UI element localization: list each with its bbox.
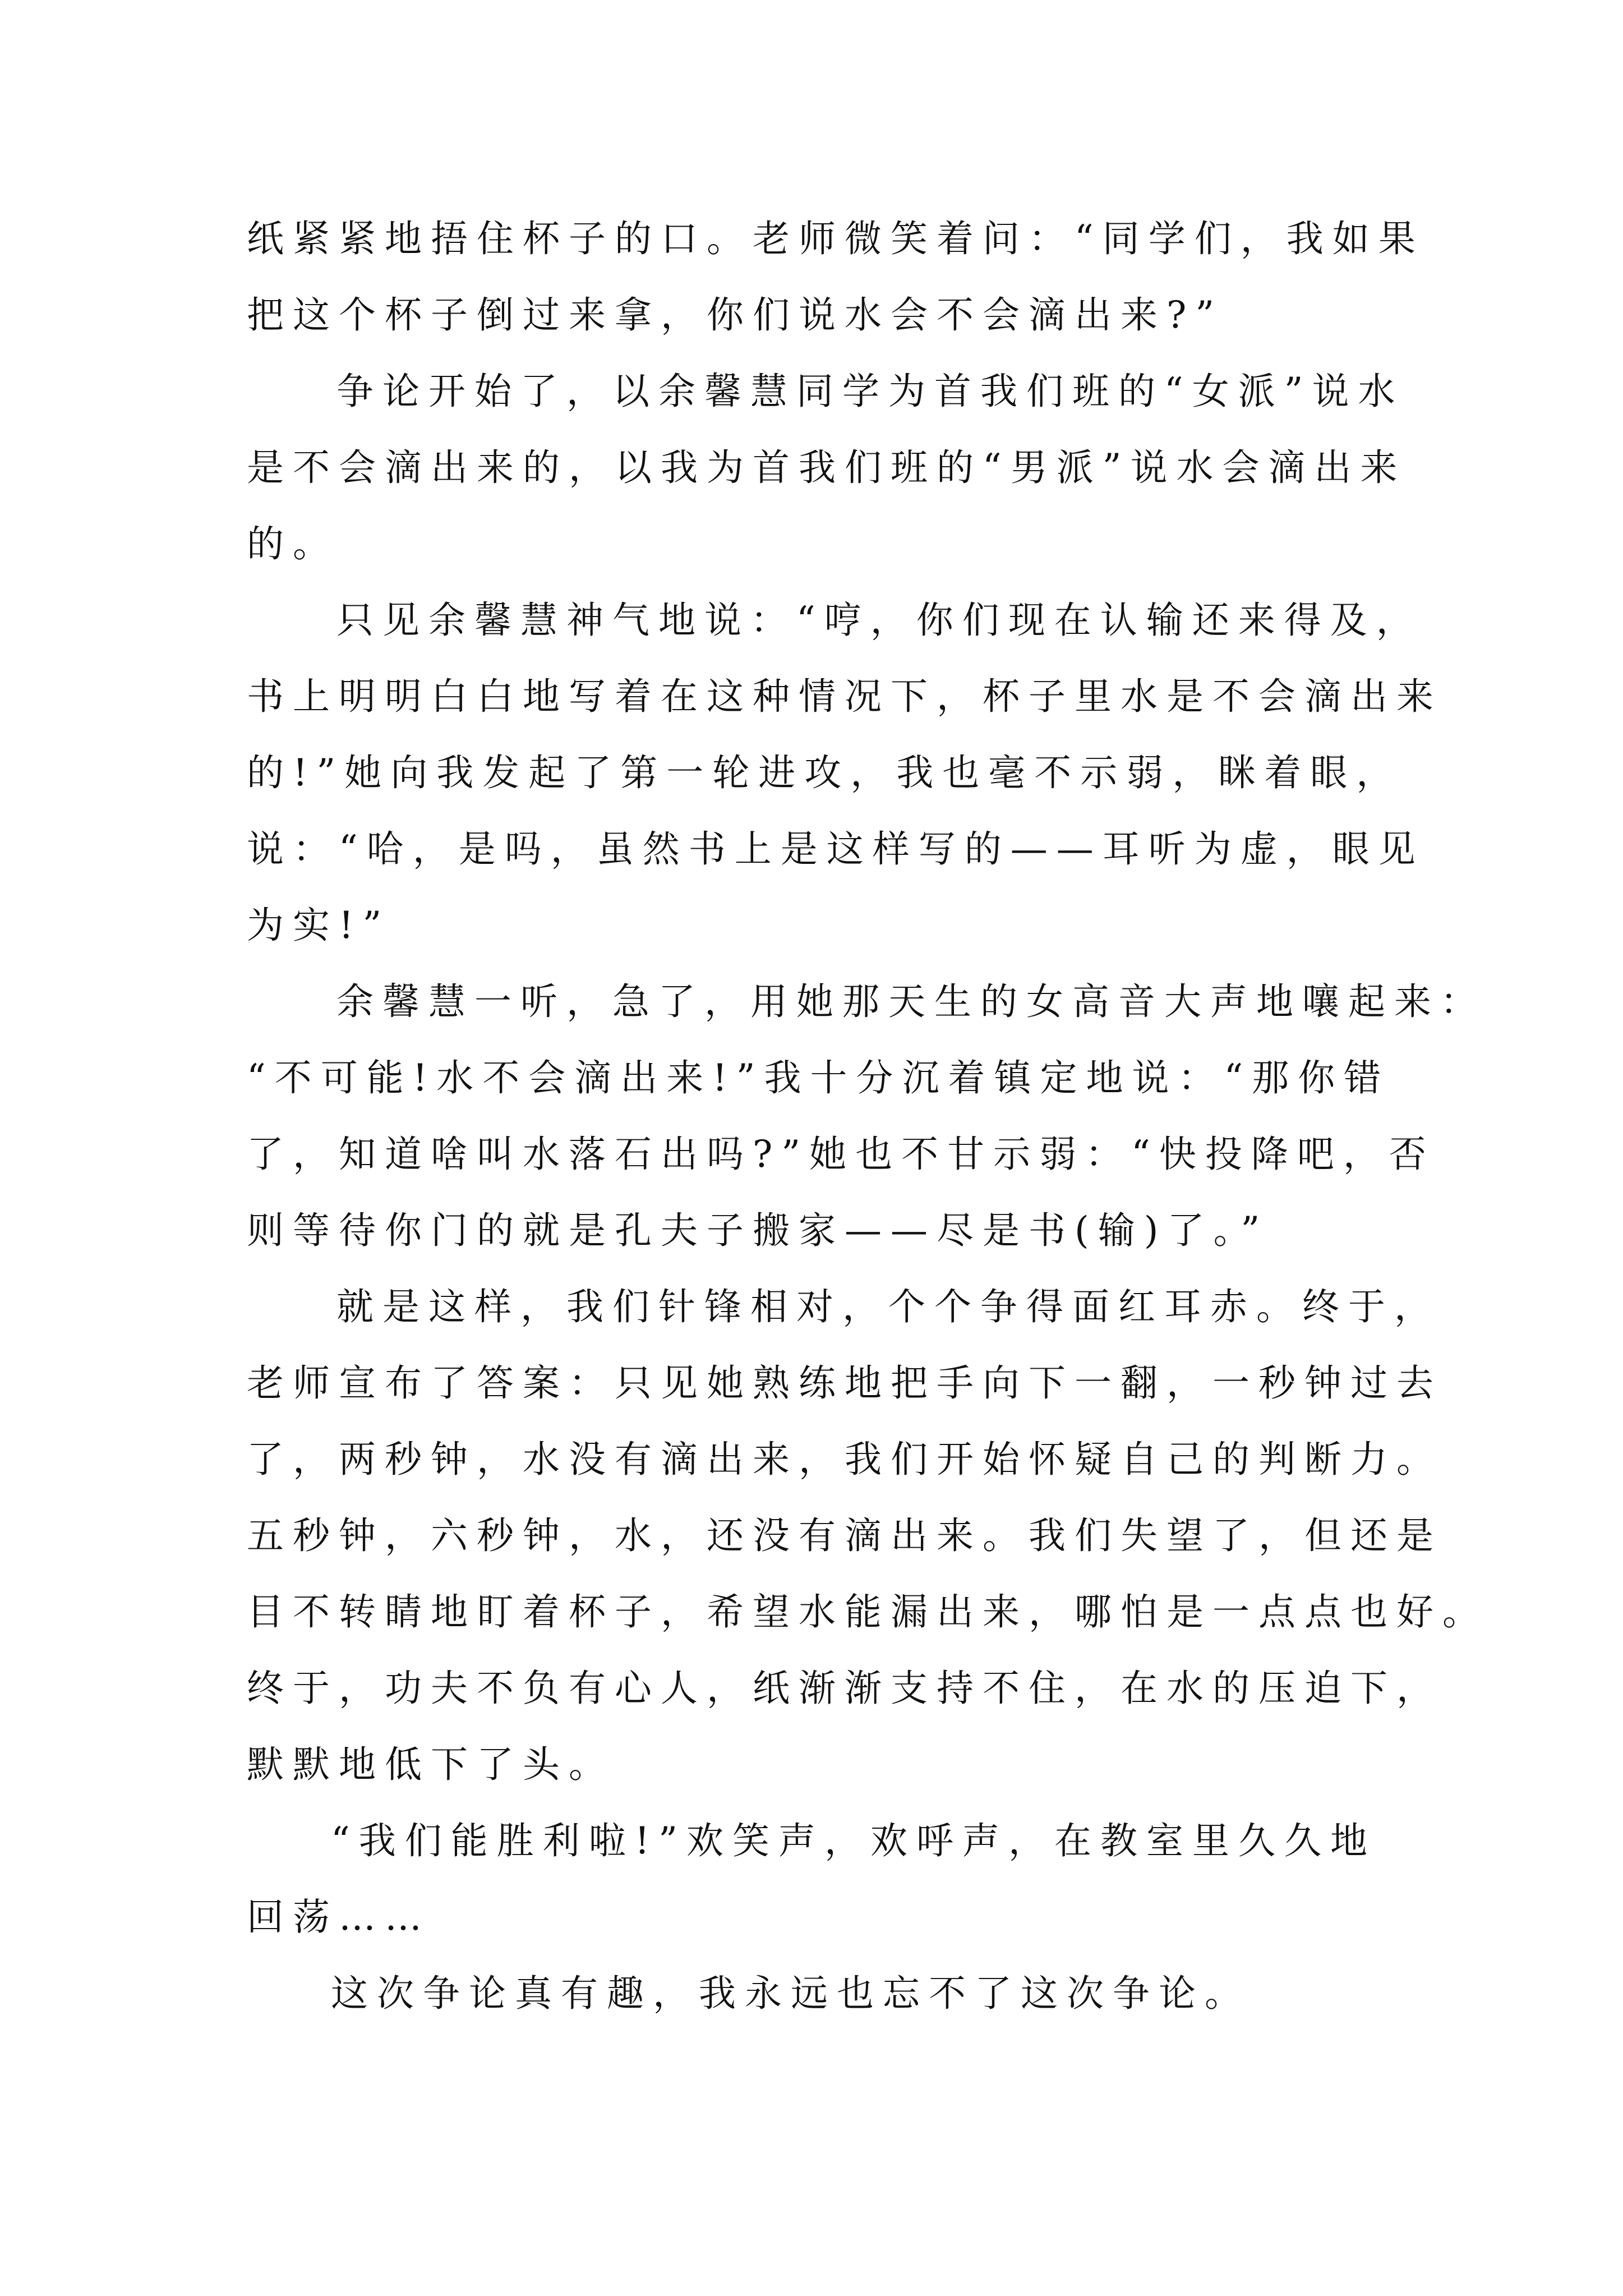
- text-line: 书上明明白白地写着在这种情况下，杯子里水是不会滴出来: [247, 675, 1442, 718]
- article-body: [247, 201, 1488, 2032]
- text-line: 老师宣布了答案：只见她熟练地把手向下一翻，一秒钟过去: [247, 1361, 1442, 1405]
- text-line: 为实!”: [247, 904, 391, 947]
- paragraph-start-line: “我们能胜利啦!”欢笑声，欢呼声，在教室里久久地: [331, 1819, 1377, 1862]
- text-line: 目不转睛地盯着杯子，希望水能漏出来，哪怕是一点点也好。: [247, 1590, 1488, 1634]
- paragraph-start-line: 只见余馨慧神气地说：“哼，你们现在认输还来得及，: [336, 599, 1422, 642]
- text-line: 是不会滴出来的，以我为首我们班的“男派”说水会滴出来: [247, 446, 1407, 489]
- text-line: 的。: [247, 522, 339, 565]
- text-line: 回荡……: [247, 1895, 431, 1939]
- paragraph-start-line: 余馨慧一听，急了，用她那天生的女高音大声地嚷起来：: [336, 980, 1486, 1023]
- text-line: 把这个杯子倒过来拿，你们说水会不会滴出来?”: [247, 293, 1224, 337]
- text-line: 纸紧紧地捂住杯子的口。老师微笑着问：“同学们，我如果: [247, 217, 1424, 260]
- paragraph-start-line: 就是这样，我们针锋相对，个个争得面红耳赤。终于，: [336, 1285, 1440, 1328]
- text-line: 说：“哈，是吗，虽然书上是这样写的——耳听为虚，眼见: [247, 827, 1424, 871]
- closing-line: 这次争论真有趣，我永远也忘不了这次争论。: [331, 1972, 1251, 2015]
- text-line: “不可能!水不会滴出来!”我十分沉着镇定地说：“那你错: [247, 1056, 1390, 1099]
- text-line: 了，两秒钟，水没有滴出来，我们开始怀疑自己的判断力。: [247, 1438, 1442, 1481]
- text-line: 了，知道啥叫水落石出吗?”她也不甘示弱：“快投降吧，否: [247, 1133, 1435, 1176]
- text-line: 五秒钟，六秒钟，水，还没有滴出来。我们失望了，但还是: [247, 1514, 1442, 1557]
- paragraph-start-line: 争论开始了，以余馨慧同学为首我们班的“女派”说水: [336, 370, 1404, 413]
- text-line: 则等待你门的就是孔夫子搬家——尽是书(输)了。”: [247, 1209, 1269, 1252]
- text-line: 默默地低下了头。: [247, 1743, 615, 1786]
- text-line: 终于，功夫不负有心人，纸渐渐支持不住，在水的压迫下，: [247, 1667, 1442, 1710]
- text-line: 的!”她向我发起了第一轮进攻，我也毫不示弱，眯着眼，: [247, 751, 1403, 794]
